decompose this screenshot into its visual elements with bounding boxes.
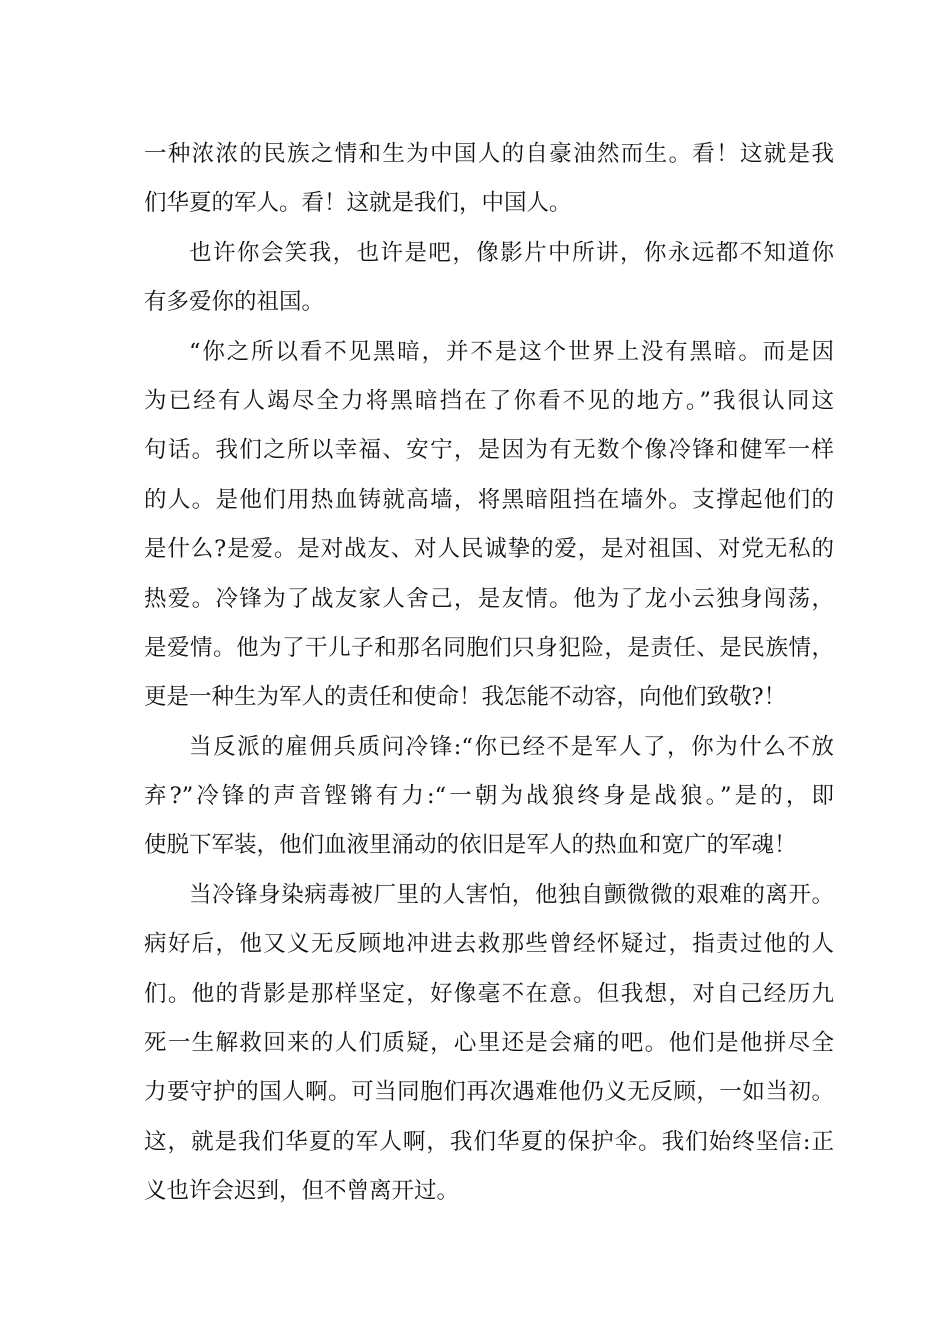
text-line: 当反派的雇佣兵质问冷锋:“你已经不是军人了，你为什么不放: [189, 733, 834, 760]
text-line: 死一生解救回来的人们质疑，心里还是会痛的吧。他们是他拼尽全: [144, 1030, 834, 1057]
text-line: 弃?”冷锋的声音铿锵有力:“一朝为战狼终身是战狼。”是的，即: [144, 783, 834, 810]
text-line: 也许你会笑我，也许是吧，像影片中所讲，你永远都不知道你: [189, 239, 834, 266]
text-line: 为已经有人竭尽全力将黑暗挡在了你看不见的地方。”我很认同这: [144, 387, 834, 414]
text-line: 们。他的背影是那样坚定，好像毫不在意。但我想，对自己经历九: [144, 980, 834, 1007]
text-line: 使脱下军装，他们血液里涌动的依旧是军人的热血和宽广的军魂！: [144, 832, 797, 859]
body-text: [144, 130, 834, 1217]
text-line: 是什么?是爱。是对战友、对人民诚挚的爱，是对祖国、对党无私的: [144, 536, 834, 563]
text-line: 们华夏的军人。看！这就是我们，中国人。: [144, 190, 572, 217]
text-line: 句话。我们之所以幸福、安宁，是因为有无数个像冷锋和健军一样: [144, 437, 834, 464]
text-line: “你之所以看不见黑暗，并不是这个世界上没有黑暗。而是因: [189, 338, 834, 365]
text-line: 病好后，他又义无反顾地冲进去救那些曾经怀疑过，指责过他的人: [144, 931, 834, 958]
text-line: 的人。是他们用热血铸就高墙，将黑暗阻挡在墙外。支撑起他们的: [144, 486, 834, 513]
text-line: 更是一种生为军人的责任和使命！我怎能不动容，向他们致敬?！: [144, 684, 787, 711]
text-line: 一种浓浓的民族之情和生为中国人的自豪油然而生。看！这就是我: [144, 141, 834, 167]
text-line: 热爱。冷锋为了战友家人舍己，是友情。他为了龙小云独身闯荡，: [144, 585, 834, 612]
text-line: 力要守护的国人啊。可当同胞们再次遇难他仍义无反顾，一如当初。: [144, 1079, 834, 1106]
text-line: 是爱情。他为了干儿子和那名同胞们只身犯险，是责任、是民族情，: [144, 634, 834, 661]
text-line: 当冷锋身染病毒被厂里的人害怕，他独自颤微微的艰难的离开。: [189, 881, 834, 908]
text-line: 有多爱你的祖国。: [144, 289, 325, 316]
text-line: 这，就是我们华夏的军人啊，我们华夏的保护伞。我们始终坚信:正: [144, 1128, 834, 1155]
text-line: 义也许会迟到，但不曾离开过。: [144, 1178, 460, 1205]
